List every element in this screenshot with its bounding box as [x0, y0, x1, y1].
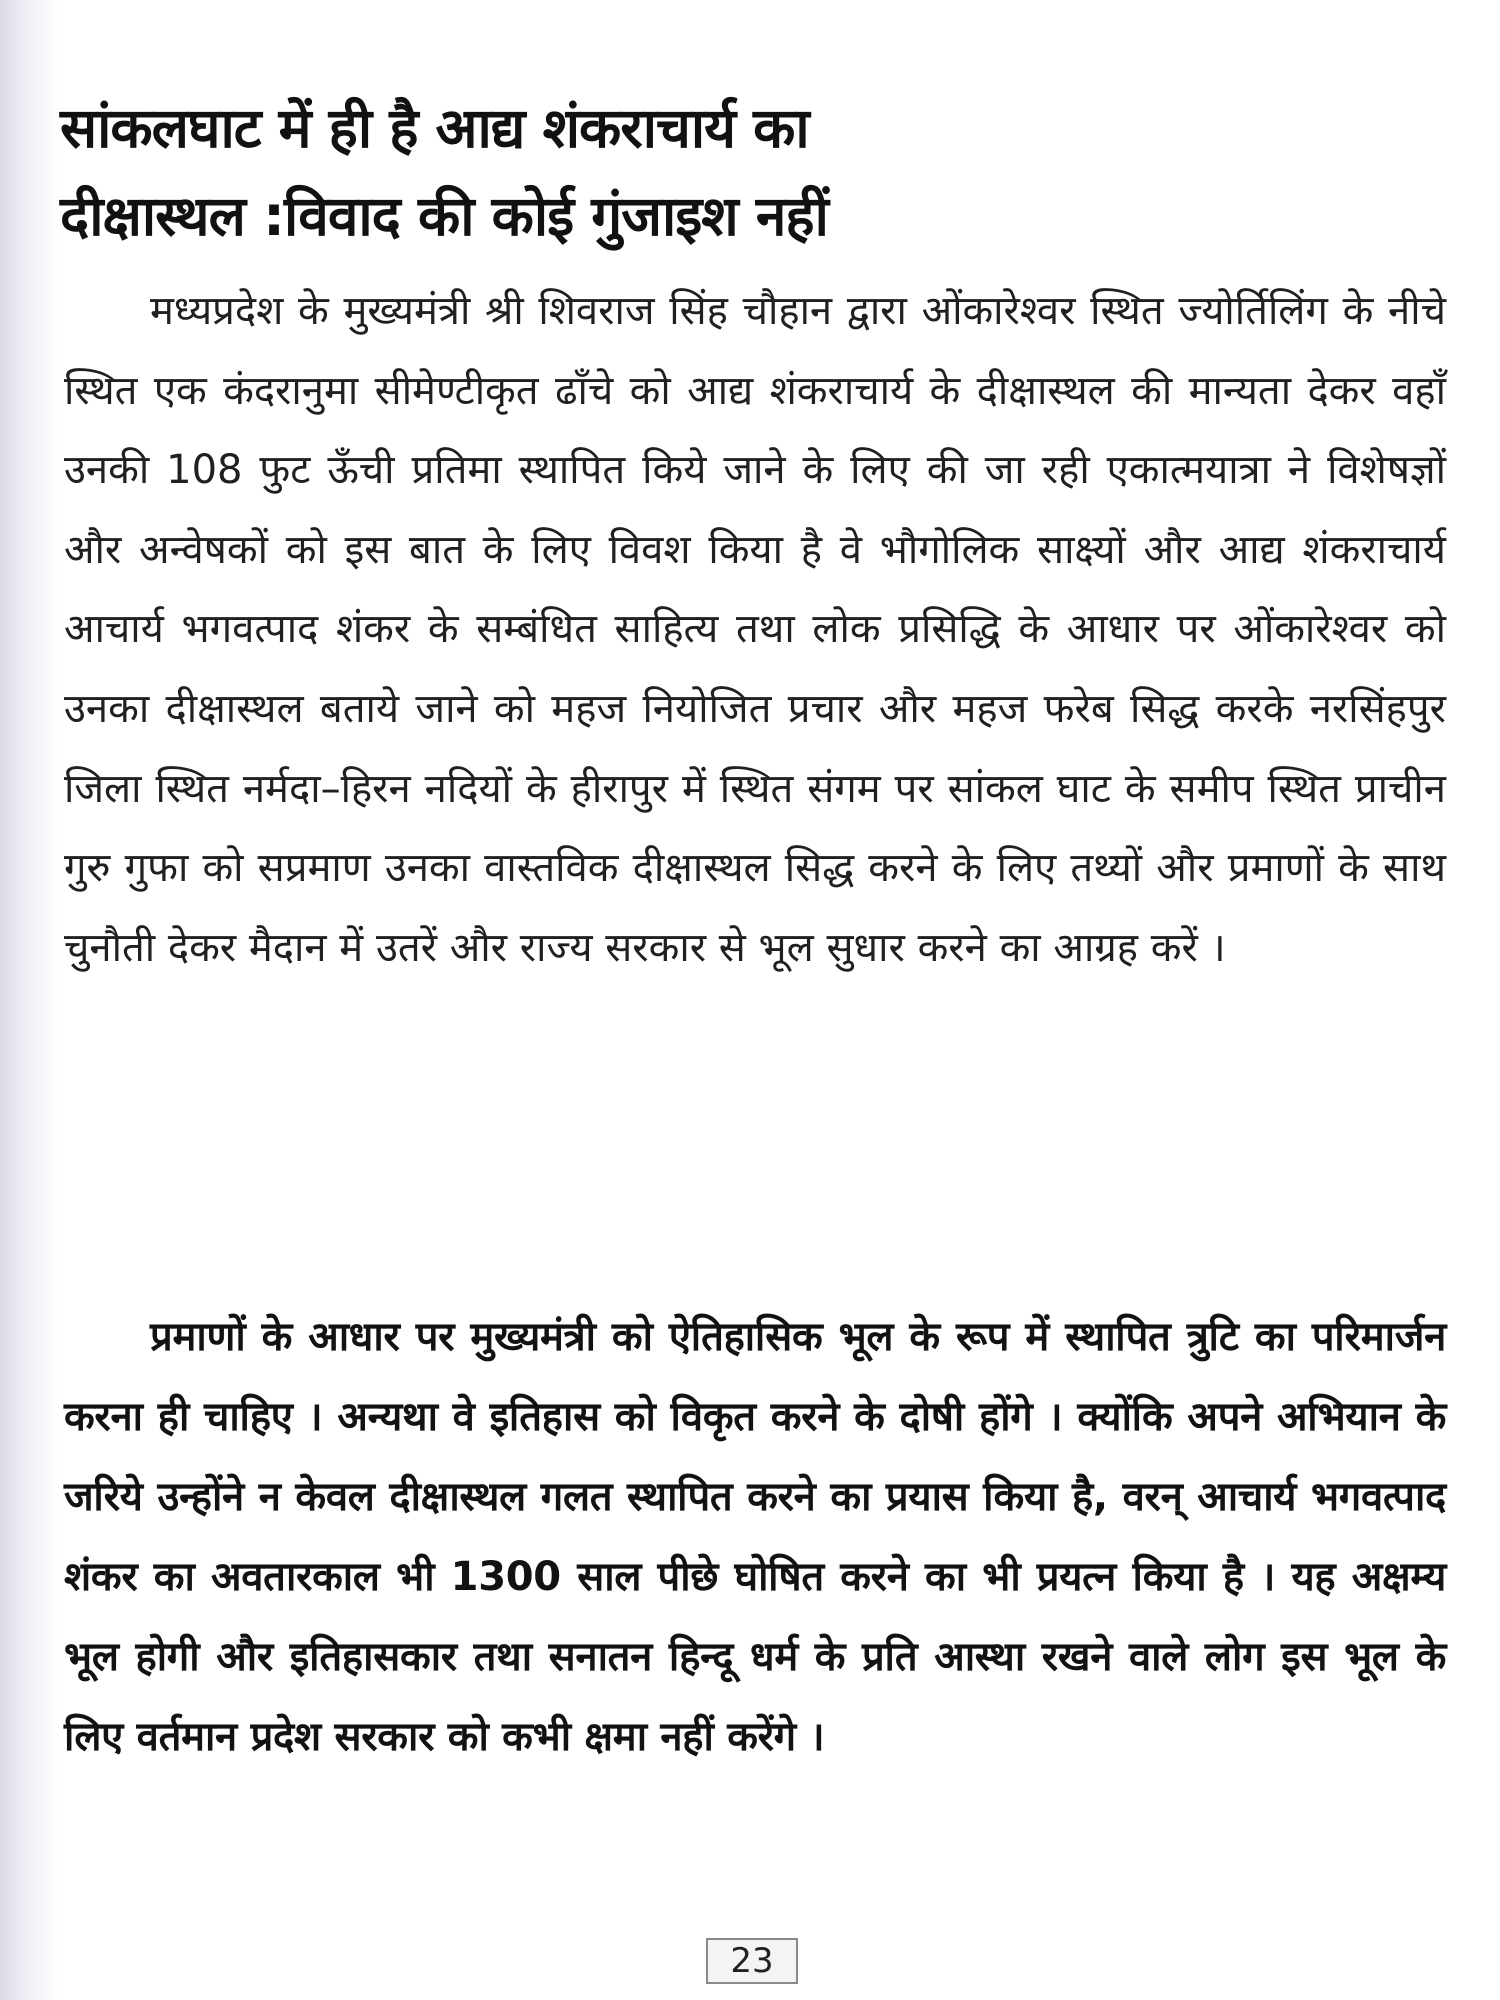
title-line-2: दीक्षास्थल :विवाद की कोई गुंजाइश नहीं: [60, 184, 828, 248]
title-line-1: सांकलघाट में ही है आद्य शंकराचार्य का: [60, 96, 809, 160]
page-title: [60, 84, 1440, 260]
body-paragraph-1: मध्यप्रदेश के मुख्यमंत्री श्री शिवराज सिंह चौहान द्वारा ओंकारेश्वर स्थित ज्योर्तिलिंग के नीचे स्थित एक कंदरानुमा सीमेण्टीकृत ढाँचे को आद्य शंकराचार्य के दीक्षास्थल की मान्यता देकर वहाँ उनकी 108 फुट ऊँची प्रतिमा स्थापित किये जाने के लिए की जा रही एकात्मयात्रा ने विशेषज्ञों और अन्वेषकों को इस बात के लिए विवश किया है वे भौगोलिक साक्ष्यों और आद्य शंकराचार्य आचार्य भगवत्पाद शंकर के सम्बंधित साहित्य तथा लोक प्रसिद्धि के आधार पर ओंकारेश्वर को उनका दीक्षास्थल बताये जाने को महज नियोजित प्रचार और महज फरेब सिद्ध करके नरसिंहपुर जिला स्थित नर्मदा–हिरन नदियों के हीरापुर में स्थित संगम पर सांकल घाट के समीप स्थित प्राचीन गुरु गुफा को सप्रमाण उनका वास्तविक दीक्षास्थल सिद्ध करने के लिए तथ्यों और प्रमाणों के साथ चुनौती देकर मैदान में उतरें और राज्य सरकार से भूल सुधार करने का आग्रह करें ।: [64, 288, 1446, 971]
page-number: 23: [706, 1938, 798, 1984]
body-paragraph-2-bold: प्रमाणों के आधार पर मुख्यमंत्री को ऐतिहासिक भूल के रूप में स्थापित त्रुटि का परिमार्जन करना ही चाहिए । अन्यथा वे इतिहास को विकृत करने के दोषी होंगे । क्योंकि अपने अभियान के जरिये उन्होंने न केवल दीक्षास्थल गलत स्थापित करने का प्रयास किया है, वरन् आचार्य भगवत्पाद शंकर का अवतारकाल भी 1300 साल पीछे घोषित करने का भी प्रयत्न किया है । यह अक्षम्य भूल होगी और इतिहासकार तथा सनातन हिन्दू धर्म के प्रति आस्था रखने वाले लोग इस भूल के लिए वर्तमान प्रदेश सरकार को कभी क्षमा नहीं करेंगे ।: [64, 1314, 1446, 1760]
